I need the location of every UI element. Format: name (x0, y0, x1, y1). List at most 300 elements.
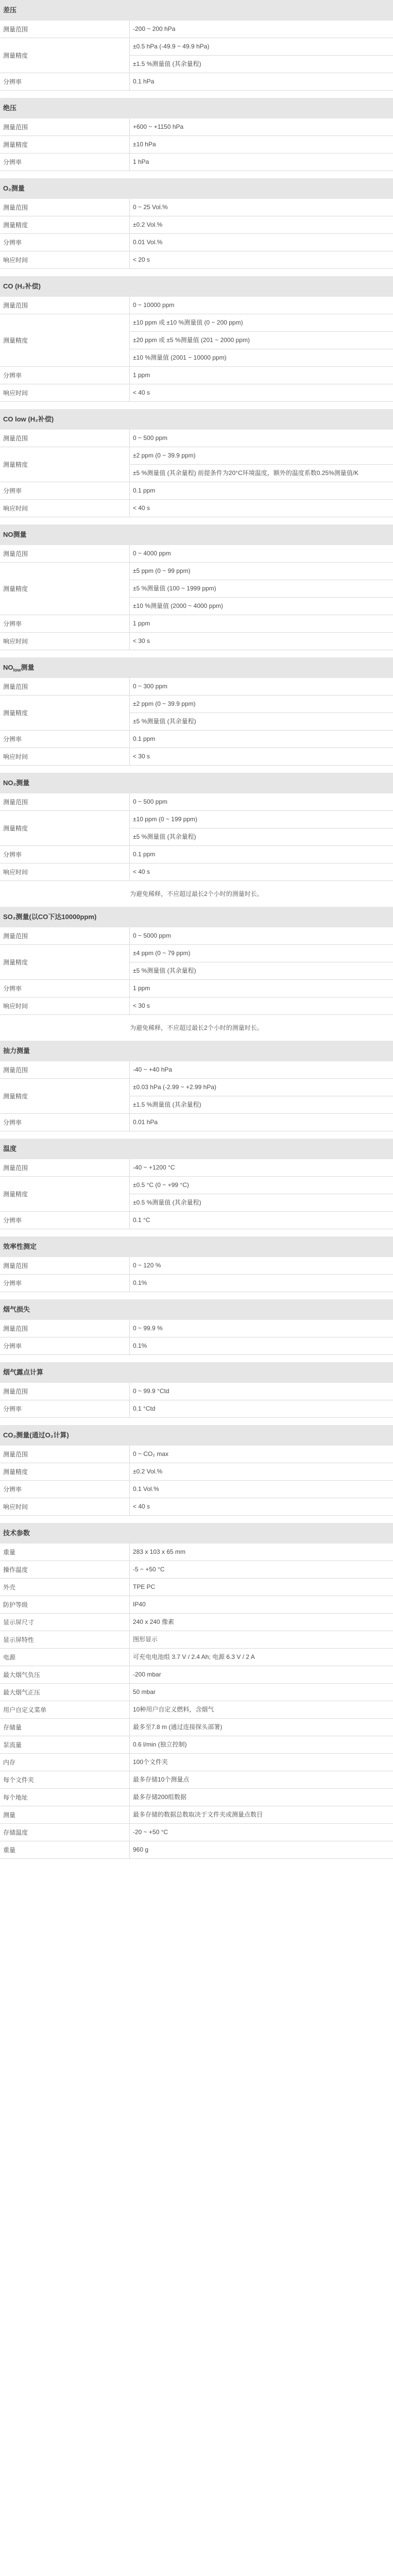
spec-label: 最大烟气负压 (3, 1671, 41, 1679)
section-title: CO (H₂补偿) (0, 276, 393, 297)
section-title: 烟气损失 (0, 1299, 393, 1320)
spec-values (129, 154, 393, 171)
spec-section (0, 0, 393, 98)
spec-values (129, 793, 393, 810)
section-gap (0, 269, 393, 276)
section-gap (0, 91, 393, 98)
spec-value: 240 x 240 像素 (129, 1614, 393, 1631)
spec-value: ±5 %测量值 (其余量程) (129, 713, 393, 730)
section-gap (0, 766, 393, 773)
spec-row (0, 367, 393, 384)
spec-value: 0.1 hPa (129, 73, 393, 90)
spec-values (129, 1079, 393, 1113)
spec-label: 分辨率 (3, 372, 22, 379)
spec-value: < 40 s (129, 500, 393, 517)
spec-row (0, 545, 393, 563)
spec-section (0, 1425, 393, 1523)
spec-values (129, 731, 393, 748)
spec-label: 测量范围 (3, 302, 28, 309)
spec-values (129, 1061, 393, 1078)
spec-label: 显示屏尺寸 (3, 1619, 35, 1626)
spec-values (129, 748, 393, 765)
spec-row (0, 430, 393, 447)
spec-value: IP40 (129, 1596, 393, 1613)
spec-row (0, 1614, 393, 1631)
spec-row (0, 1257, 393, 1275)
spec-value: < 40 s (129, 863, 393, 880)
spec-row (0, 1649, 393, 1666)
spec-value: 1 ppm (129, 367, 393, 384)
spec-value: 0 ~ CO₂ max (129, 1446, 393, 1463)
spec-row (0, 500, 393, 517)
spec-value: 0.1 °Ctd (129, 1400, 393, 1417)
spec-value: ±10 hPa (129, 136, 393, 153)
spec-label: 分辨率 (3, 78, 22, 86)
spec-row (0, 1561, 393, 1579)
spec-label: 每个地址 (3, 1794, 28, 1801)
spec-row (0, 980, 393, 997)
spec-value: ±4 ppm (0 ~ 79 ppm) (129, 945, 393, 962)
spec-label: 响应时间 (3, 638, 28, 645)
spec-values (129, 945, 393, 979)
spec-row (0, 1719, 393, 1736)
spec-values (129, 997, 393, 1014)
spec-values (129, 251, 393, 268)
spec-label: 测量范围 (3, 1164, 28, 1172)
spec-value: 50 mbar (129, 1684, 393, 1701)
section-title: O₂测量 (0, 178, 393, 199)
spec-label: 响应时间 (3, 753, 28, 760)
spec-label: 分辨率 (3, 985, 22, 992)
spec-values (129, 118, 393, 135)
spec-row (0, 1212, 393, 1229)
spec-value: ±5 %测量值 (其余量程) 前提条件为20°C环境温度，额外的温度系数0.25%测量值/K (129, 464, 393, 482)
spec-values (129, 1579, 393, 1596)
spec-values (129, 1596, 393, 1613)
spec-value: ±10 %测量值 (2000 ~ 4000 ppm) (129, 597, 393, 615)
spec-row (0, 563, 393, 615)
section-title: NO₂测量 (0, 773, 393, 793)
spec-label: 测量精度 (3, 222, 28, 229)
spec-values (129, 1736, 393, 1753)
spec-value: < 30 s (129, 997, 393, 1014)
spec-value: TPE PC (129, 1579, 393, 1596)
spec-value: ±20 ppm 或 ±5 %测量值 (201 ~ 2000 ppm) (129, 331, 393, 349)
spec-value: 0 ~ 99.9 °Ctd (129, 1383, 393, 1400)
spec-label: 分辨率 (3, 239, 22, 246)
spec-section (0, 1041, 393, 1139)
spec-row (0, 73, 393, 91)
spec-row (0, 615, 393, 633)
spec-value: 10种用户自定义燃料，含烟气 (129, 1701, 393, 1718)
spec-values (129, 615, 393, 632)
spec-value: 1 ppm (129, 615, 393, 632)
spec-row (0, 234, 393, 251)
spec-label: 测量范围 (3, 1066, 28, 1074)
spec-row (0, 1481, 393, 1498)
spec-values (129, 1320, 393, 1337)
spec-value: ±5 %测量值 (其余量程) (129, 828, 393, 845)
section-gap (0, 1418, 393, 1425)
spec-row (0, 199, 393, 216)
spec-value: < 40 s (129, 1498, 393, 1515)
spec-values (129, 1159, 393, 1176)
spec-values (129, 545, 393, 562)
spec-values (129, 297, 393, 314)
spec-section (0, 1139, 393, 1236)
section-title: 烟气露点计算 (0, 1362, 393, 1383)
spec-values (129, 1446, 393, 1463)
spec-values (129, 563, 393, 615)
spec-label: 分辨率 (3, 1119, 22, 1126)
spec-values (129, 38, 393, 73)
spec-label: 测量精度 (3, 141, 28, 148)
spec-row (0, 1463, 393, 1481)
spec-row (0, 863, 393, 881)
spec-label: 测量范围 (3, 799, 28, 806)
spec-value: 0.1 °C (129, 1212, 393, 1229)
spec-row (0, 1544, 393, 1561)
spec-value: 最多存储10个测量点 (129, 1771, 393, 1788)
spec-row (0, 384, 393, 402)
spec-values (129, 73, 393, 90)
spec-value: 0 ~ 500 ppm (129, 793, 393, 810)
spec-value: ±5 %测量值 (其余量程) (129, 962, 393, 979)
spec-label: 存储量 (3, 1724, 22, 1731)
spec-values (129, 1806, 393, 1823)
spec-value: 0.1 ppm (129, 482, 393, 499)
section-gap (0, 1355, 393, 1362)
spec-label: 测量精度 (3, 337, 28, 344)
spec-values (129, 1771, 393, 1788)
spec-value: 0 ~ 4000 ppm (129, 545, 393, 562)
section-title: CO₂测量(通过O₂计算) (0, 1425, 393, 1446)
spec-row (0, 997, 393, 1015)
spec-values (129, 1824, 393, 1841)
spec-value: ±5 %测量值 (100 ~ 1999 ppm) (129, 580, 393, 597)
spec-value: 0.1% (129, 1275, 393, 1292)
spec-value: 最多至7.8 m (通过连接探头部署) (129, 1719, 393, 1736)
spec-values (129, 1481, 393, 1498)
spec-row (0, 678, 393, 696)
spec-section (0, 1362, 393, 1425)
spec-row (0, 1177, 393, 1212)
spec-section (0, 178, 393, 276)
section-title: 技术参数 (0, 1523, 393, 1544)
spec-values (129, 1383, 393, 1400)
spec-row (0, 38, 393, 73)
spec-label: 防护等级 (3, 1601, 28, 1608)
spec-value: 100个文件夹 (129, 1754, 393, 1771)
spec-row (0, 1159, 393, 1177)
spec-row (0, 927, 393, 945)
spec-row (0, 696, 393, 731)
spec-row (0, 1701, 393, 1719)
spec-value: 图形显示 (129, 1631, 393, 1648)
spec-label: 测量范围 (3, 1451, 28, 1458)
spec-label: 最大烟气正压 (3, 1689, 41, 1696)
spec-row (0, 1596, 393, 1614)
spec-values (129, 1561, 393, 1578)
spec-row (0, 1446, 393, 1463)
section-gap (0, 1292, 393, 1299)
spec-value: +600 ~ +1150 hPa (129, 118, 393, 135)
spec-label: 分辨率 (3, 620, 22, 628)
spec-values (129, 1114, 393, 1131)
spec-row (0, 793, 393, 811)
spec-label: 测量范围 (3, 1388, 28, 1395)
section-title: NO测量 (0, 524, 393, 545)
spec-value: -200 ~ 200 hPa (129, 21, 393, 38)
spec-row (0, 297, 393, 314)
spec-row (0, 154, 393, 171)
spec-value: 0.1 ppm (129, 731, 393, 748)
section-title: 温度 (0, 1139, 393, 1159)
spec-label: 重量 (3, 1846, 16, 1854)
spec-values (129, 500, 393, 517)
spec-value: 0 ~ 300 ppm (129, 678, 393, 695)
spec-value: 0 ~ 120 % (129, 1257, 393, 1274)
spec-label: 测量范围 (3, 204, 28, 211)
spec-value: 最多存储200组数据 (129, 1789, 393, 1806)
spec-row (0, 482, 393, 500)
spec-row (0, 216, 393, 234)
spec-value: < 30 s (129, 748, 393, 765)
spec-value: 283 x 103 x 65 mm (129, 1544, 393, 1561)
spec-value: 0.6 l/min (独立控制) (129, 1736, 393, 1753)
spec-section (0, 1236, 393, 1299)
spec-label: 测量范围 (3, 1325, 28, 1332)
spec-label: 电源 (3, 1654, 16, 1661)
spec-value: 0.01 hPa (129, 1114, 393, 1131)
spec-values (129, 482, 393, 499)
section-gap (0, 171, 393, 178)
spec-value: -200 mbar (129, 1666, 393, 1683)
spec-values (129, 846, 393, 863)
spec-value: < 40 s (129, 384, 393, 401)
spec-label: 测量精度 (3, 709, 28, 717)
spec-label: 测量 (3, 1811, 16, 1819)
spec-row (0, 1079, 393, 1114)
spec-values (129, 21, 393, 38)
spec-label: 测量精度 (3, 1468, 28, 1476)
spec-values (129, 1463, 393, 1480)
spec-values (129, 1498, 393, 1515)
spec-value: ±10 ppm (0 ~ 199 ppm) (129, 811, 393, 828)
spec-label: 每个文件夹 (3, 1776, 35, 1784)
spec-values (129, 678, 393, 695)
spec-section (0, 657, 393, 773)
spec-value: 0 ~ 500 ppm (129, 430, 393, 447)
spec-row (0, 1114, 393, 1131)
section-title: SO₂测量(以CO下达10000ppm) (0, 907, 393, 927)
spec-row (0, 21, 393, 38)
spec-value: ±0.5 hPa (-49.9 ~ 49.9 hPa) (129, 38, 393, 55)
spec-value: 0.1 Vol.% (129, 1481, 393, 1498)
spec-row (0, 1320, 393, 1337)
spec-row (0, 1579, 393, 1596)
spec-section (0, 524, 393, 657)
spec-row (0, 731, 393, 748)
spec-values (129, 1400, 393, 1417)
spec-row (0, 1275, 393, 1292)
spec-label: 分辨率 (3, 1486, 22, 1493)
spec-values (129, 1177, 393, 1211)
spec-label: 响应时间 (3, 389, 28, 397)
spec-values (129, 1684, 393, 1701)
spec-values (129, 367, 393, 384)
section-gap (0, 1131, 393, 1139)
section-title: $NO_{low}$测量 (0, 657, 393, 678)
spec-row (0, 1400, 393, 1418)
spec-values (129, 136, 393, 153)
spec-label: 分辨率 (3, 1280, 22, 1287)
spec-row (0, 1824, 393, 1841)
spec-label: 测量范围 (3, 26, 28, 33)
spec-label: 测量范围 (3, 933, 28, 940)
spec-label: 响应时间 (3, 1503, 28, 1511)
spec-label: 用户自定义菜单 (3, 1706, 47, 1714)
spec-section (0, 409, 393, 524)
section-title: 效率性测定 (0, 1236, 393, 1257)
spec-label: 测量精度 (3, 1191, 28, 1198)
spec-row (0, 251, 393, 269)
spec-value: ±0.5 °C (0 ~ +99 °C) (129, 1177, 393, 1194)
spec-row (0, 846, 393, 863)
spec-row (0, 1684, 393, 1701)
section-gap (0, 1859, 393, 1866)
spec-row (0, 314, 393, 367)
section-title: 绝压 (0, 98, 393, 118)
spec-label: 显示屏特性 (3, 1636, 35, 1643)
spec-value: ±2 ppm (0 ~ 39.9 ppm) (129, 696, 393, 713)
spec-values (129, 1631, 393, 1648)
section-gap (0, 1229, 393, 1236)
spec-value: 可充电电池组 3.7 V / 2.4 Ah; 电源 6.3 V / 2 A (129, 1649, 393, 1666)
spec-value: ±0.03 hPa (-2.99 ~ +2.99 hPa) (129, 1079, 393, 1096)
spec-label: 测量范围 (3, 435, 28, 442)
spec-values (129, 1275, 393, 1292)
spec-values (129, 234, 393, 251)
spec-value: ±2 ppm (0 ~ 39.9 ppm) (129, 447, 393, 464)
spec-value: < 20 s (129, 251, 393, 268)
spec-values (129, 1841, 393, 1858)
spec-value: < 30 s (129, 633, 393, 650)
spec-row (0, 447, 393, 482)
spec-values (129, 1614, 393, 1631)
spec-values (129, 1719, 393, 1736)
spec-value: 0.1% (129, 1337, 393, 1354)
spec-value: 1 ppm (129, 980, 393, 997)
spec-value: 0 ~ 5000 ppm (129, 927, 393, 944)
spec-value: 0 ~ 99.9 % (129, 1320, 393, 1337)
spec-label: 响应时间 (3, 257, 28, 264)
spec-values (129, 1666, 393, 1683)
section-gap (0, 1516, 393, 1523)
spec-row (0, 1337, 393, 1355)
spec-value: 960 g (129, 1841, 393, 1858)
spec-values (129, 811, 393, 845)
spec-values (129, 696, 393, 730)
spec-value: 0.01 Vol.% (129, 234, 393, 251)
spec-values (129, 314, 393, 366)
spec-value: ±1.5 %测量值 (其余量程) (129, 55, 393, 73)
spec-values (129, 980, 393, 997)
spec-value: 最多存储的数据总数取决于文件夹或测量点数目 (129, 1806, 393, 1823)
section-gap (0, 517, 393, 524)
spec-values (129, 1544, 393, 1561)
spec-label: 响应时间 (3, 869, 28, 876)
spec-value: ±0.5 %测量值 (其余量程) (129, 1194, 393, 1211)
spec-values (129, 1212, 393, 1229)
spec-label: 分辨率 (3, 1217, 22, 1224)
spec-label: 测量范围 (3, 683, 28, 690)
spec-value: -40 ~ +40 hPa (129, 1061, 393, 1078)
spec-row (0, 1841, 393, 1859)
spec-value: ±0.2 Vol.% (129, 1463, 393, 1480)
spec-row (0, 118, 393, 136)
spec-value: ±10 ppm 或 ±10 %测量值 (0 ~ 200 ppm) (129, 314, 393, 331)
spec-row (0, 1736, 393, 1754)
spec-label: 测量精度 (3, 959, 28, 966)
spec-row (0, 1498, 393, 1516)
spec-section (0, 276, 393, 409)
spec-value: ±1.5 %测量值 (其余量程) (129, 1096, 393, 1113)
spec-row (0, 633, 393, 650)
spec-values (129, 1649, 393, 1666)
spec-label: 操作温度 (3, 1566, 28, 1573)
spec-values (129, 1701, 393, 1718)
spec-label: 测量精度 (3, 825, 28, 832)
spec-values (129, 430, 393, 447)
spec-row (0, 1754, 393, 1771)
spec-values (129, 199, 393, 216)
spec-row (0, 748, 393, 766)
spec-values (129, 927, 393, 944)
section-title: 差压 (0, 0, 393, 21)
spec-label: 响应时间 (3, 505, 28, 512)
spec-row (0, 1771, 393, 1789)
spec-label: 分辨率 (3, 1343, 22, 1350)
spec-section (0, 1523, 393, 1866)
spec-label: 分辨率 (3, 159, 22, 166)
spec-label: 测量精度 (3, 52, 28, 59)
spec-section (0, 907, 393, 1041)
spec-values (129, 1257, 393, 1274)
spec-row (0, 1383, 393, 1400)
spec-values (129, 447, 393, 482)
spec-label: 测量范围 (3, 1262, 28, 1269)
spec-values (129, 863, 393, 880)
spec-values (129, 1789, 393, 1806)
spec-section (0, 773, 393, 907)
spec-label: 分辨率 (3, 487, 22, 495)
spec-row (0, 1631, 393, 1649)
spec-value: -20 ~ +50 °C (129, 1824, 393, 1841)
spec-label: 重量 (3, 1549, 16, 1556)
spec-values (129, 216, 393, 233)
spec-value: ±5 ppm (0 ~ 99 ppm) (129, 563, 393, 580)
spec-row (0, 1061, 393, 1079)
section-title: CO low (H₂补偿) (0, 409, 393, 430)
spec-label: 测量范围 (3, 550, 28, 557)
spec-value: 0.1 ppm (129, 846, 393, 863)
spec-label: 测量精度 (3, 585, 28, 592)
section-gap (0, 402, 393, 409)
spec-label: 测量精度 (3, 461, 28, 468)
spec-section (0, 1299, 393, 1362)
spec-value: -40 ~ +1200 °C (129, 1159, 393, 1176)
